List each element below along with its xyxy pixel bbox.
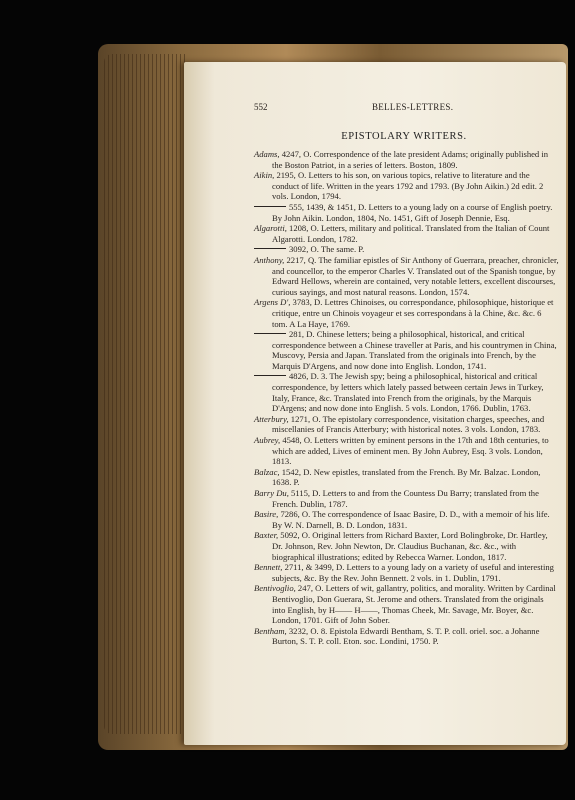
entry-author: Algarotti, [254, 223, 287, 234]
page-stack-edge [104, 54, 188, 734]
entry-author: Baxter, [254, 530, 279, 541]
catalogue-entry [254, 530, 559, 562]
catalogue-entry [254, 488, 559, 509]
entry-text: 5092, O. Original letters from Richard Baxter, Lord Bolingbroke, Dr. Hartley, Dr. Johnson, Rev. John Newton, Dr. Claudius Buchanan, &c. &c., with biographical illustrations; edited by Rebecca Warner. London, 1817. [272, 530, 548, 562]
catalogue-entry [254, 255, 559, 297]
entry-text: 1208, O. Letters, military and political. Translated from the Italian of Count Algarotti. London, 1782. [272, 223, 550, 244]
entry-text: 247, O. Letters of wit, gallantry, politics, and morality. Written by Cardinal Bentivoglio, Don Guerara, St. Jerome and others. Translated from the originals into English, by H—— H——, Thomas Cheek, Mr. Savage, Mr. Boyer, &c. London, 1701. Gift of John Sober. [272, 583, 556, 626]
entry-text: 4548, O. Letters written by eminent persons in the 17th and 18th centuries, to which are added, Lives of eminent men. By John Aubrey, Esq. 3 vols. London, 1813. [272, 435, 549, 467]
entry-text: 3783, D. Lettres Chinoises, ou correspondance, philosophique, historique et critique, entre un Chinois voyageur et ses correspondans à la Chine, &c. &c. 6 tom. A La Haye, 1769. [272, 297, 554, 329]
entry-author: Adams, [254, 149, 280, 159]
catalogue-entry [254, 297, 559, 329]
catalogue-entry [254, 244, 559, 255]
entry-text: 1542, D. New epistles, translated from the French. By Mr. Balzac. London, 1638. P. [272, 466, 541, 488]
catalogue-entry [254, 329, 559, 371]
entry-author: Bentham, [254, 625, 287, 636]
catalogue-entry [254, 583, 559, 625]
catalogue-entry [254, 170, 559, 202]
entry-author: Bennett, [254, 562, 283, 573]
ditto-rule [254, 206, 286, 207]
entry-author: Aikin, [254, 170, 275, 181]
running-head: BELLES-LETTRES. [372, 102, 454, 112]
catalogue-entry [254, 223, 559, 244]
entry-author: Atterbury, [254, 413, 289, 424]
entry-text: 2217, Q. The familiar epistles of Sir Anthony of Guerrara, preacher, chronicler, and councellor, to the emperor Charles V. Translated out of the Spanish tongue, by Edward Hellows, wherein are contained, very notable letters, excellent discourses, curious sayings, and most natural reasons. London, 1574. [272, 254, 559, 297]
catalogue-entry [254, 371, 559, 413]
catalogue-entry [254, 435, 559, 467]
catalogue-entry [254, 202, 559, 223]
ditto-rule [254, 375, 286, 376]
ditto-rule [254, 333, 286, 334]
catalogue-entry [254, 467, 559, 488]
catalogue-entry [254, 414, 559, 435]
catalogue-entry [254, 509, 559, 530]
catalogue-entry [254, 626, 559, 647]
entry-author: Barry Du, [254, 488, 289, 498]
page-number: 552 [254, 102, 268, 112]
catalogue-entry [254, 562, 559, 583]
entry-text: 7286, O. The correspondence of Isaac Basire, D. D., with a memoir of his life. By W. N. Darnell, B. D. London, 1831. [272, 509, 550, 530]
entry-author: Aubrey, [254, 435, 281, 446]
entry-text: 1271, O. The epistolary correspondence, visitation charges, speeches, and miscellanies of Francis Atterbury; with historical notes. 3 vols. London, 1783. [272, 413, 545, 435]
entry-text: 3232, O. 8. Epistola Edwardi Bentham, S. T. P. coll. oriel. soc. a Johanne Burton, S. T. P. coll. Eton. soc. Londini, 1750. P. [272, 625, 540, 647]
entry-author: Bentivoglio, [254, 583, 296, 594]
entry-text: 3092, O. The same. P. [289, 244, 365, 255]
entry-text: 4247, O. Correspondence of the late president Adams; originally published in the Boston Patriot, in a series of letters. Boston, 1809. [272, 149, 549, 170]
section-title: EPISTOLARY WRITERS. [341, 131, 467, 142]
ditto-rule [254, 248, 286, 249]
entry-author: Argens D', [254, 297, 291, 308]
entry-text: 5115, D. Letters to and from the Countess Du Barry; translated from the French. Dublin, 1787. [272, 488, 539, 509]
entry-text: 2711, & 3499, D. Letters to a young lady on a variety of useful and interesting subjects, &c. By the Rev. John Bennett. 2 vols. in 1. Dublin, 1791. [272, 562, 554, 583]
entry-list [254, 149, 559, 647]
entry-text: 2195, O. Letters to his son, on various topics, relative to literature and the conduct of life. Written in the years 1792 and 1793. (By John Aikin.) 2d edit. 2 vols. London, 1794. [272, 170, 544, 202]
catalogue-entry [254, 149, 559, 170]
entry-text: 555, 1439, & 1451, D. Letters to a young lady on a course of English poetry. By John Aikin. London, 1804, No. 1451, Gift of Joseph Dennie, Esq. [272, 201, 553, 223]
entry-text: 281, D. Chinese letters; being a philosophical, historical, and critical correspondence between a Chinese traveller at Paris, and his countrymen in China, Muscovy, Persia and Japan. Translated from the originals into French, by the Marquis D'Argens, and now done into English. London, 1741. [272, 329, 557, 371]
page-header [254, 102, 554, 116]
entry-author: Anthony, [254, 254, 285, 265]
entry-author: Basire, [254, 509, 279, 520]
entry-text: 4826, D. 3. The Jewish spy; being a philosophical, historical and critical correspondence, by letters which lately passed between certain Jews in Turkey, Italy, France, &c. Translated into French from the originals, by the Marquis D'Argens; and now done into English. 5 vols. London, 1766. Dublin, 1763. [272, 371, 544, 414]
entry-author: Balzac, [254, 466, 280, 477]
